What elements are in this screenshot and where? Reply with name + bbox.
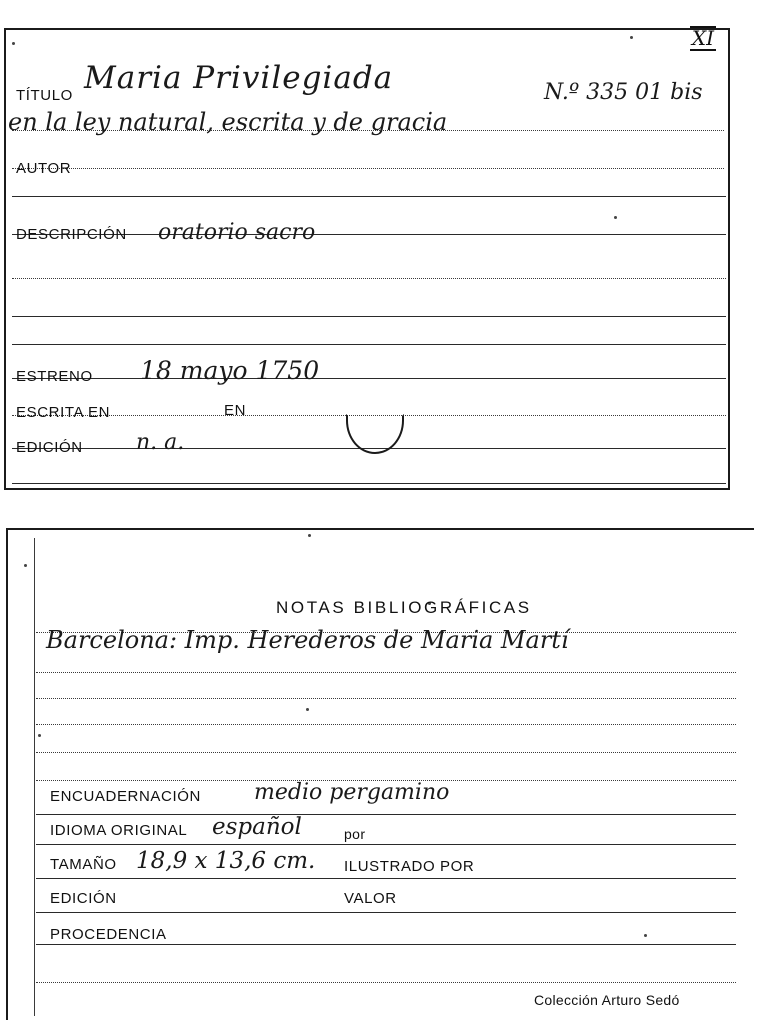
label-autor: AUTOR (16, 160, 72, 177)
rule (36, 672, 736, 673)
rule (12, 196, 726, 197)
value-titulo-line2: en la ley natural, escrita y de gracia (8, 108, 448, 136)
value-numero: N.º 335 01 bis (544, 80, 703, 105)
rule (36, 844, 736, 845)
rule (12, 316, 726, 317)
rule (36, 982, 736, 983)
label-descripcion: DESCRIPCIÓN (16, 226, 127, 243)
rule (36, 944, 736, 945)
value-idioma-original: español (212, 814, 302, 840)
rule (36, 698, 736, 699)
scan-speck (12, 42, 15, 45)
scan-speck (306, 708, 309, 711)
value-edicion-top: n. a. (136, 430, 185, 455)
rule (12, 344, 726, 345)
value-titulo-line1: Maria Privilegiada (84, 60, 394, 96)
rule (36, 814, 736, 815)
value-notas: Barcelona: Imp. Herederos de Maria Martí (46, 626, 569, 654)
label-idioma-original: IDIOMA ORIGINAL (50, 822, 188, 839)
label-titulo: TÍTULO (16, 87, 73, 104)
label-estreno: ESTRENO (16, 368, 93, 385)
collection-credit: Colección Arturo Sedó (534, 992, 680, 1008)
catalog-card-top (4, 28, 730, 490)
value-descripcion: oratorio sacro (158, 220, 316, 245)
label-por: por (344, 826, 366, 842)
scan-speck (24, 564, 27, 567)
rule (36, 724, 736, 725)
scan-speck (630, 36, 633, 39)
scan-speck (38, 734, 41, 737)
scan-speck (644, 934, 647, 937)
rule (12, 483, 726, 484)
rule (36, 912, 736, 913)
corner-mark: XI (691, 26, 714, 50)
section-heading: NOTAS BIBLIOGRÁFICAS (276, 598, 532, 617)
value-tamano: 18,9 x 13,6 cm. (136, 848, 316, 874)
label-en: EN (224, 402, 247, 419)
label-ilustrado-por: ILUSTRADO POR (344, 858, 475, 875)
catalog-card-bottom (6, 528, 754, 1020)
rule (36, 752, 736, 753)
rule (12, 378, 726, 379)
label-tamano: TAMAÑO (50, 856, 117, 873)
rule (12, 278, 726, 279)
label-valor: VALOR (344, 890, 397, 907)
scan-speck (308, 534, 311, 537)
label-escrita-en: ESCRITA EN (16, 404, 111, 421)
rule (36, 878, 736, 879)
label-edicion-top: EDICIÓN (16, 439, 83, 456)
label-procedencia: PROCEDENCIA (50, 926, 167, 943)
label-encuadernacion: ENCUADERNACIÓN (50, 788, 201, 805)
scan-speck (614, 216, 617, 219)
value-encuadernacion: medio pergamino (254, 780, 450, 805)
label-edicion-bottom: EDICIÓN (50, 890, 117, 907)
rule (12, 168, 724, 169)
margin-line (34, 538, 35, 1016)
value-estreno: 18 mayo 1750 (140, 356, 320, 385)
